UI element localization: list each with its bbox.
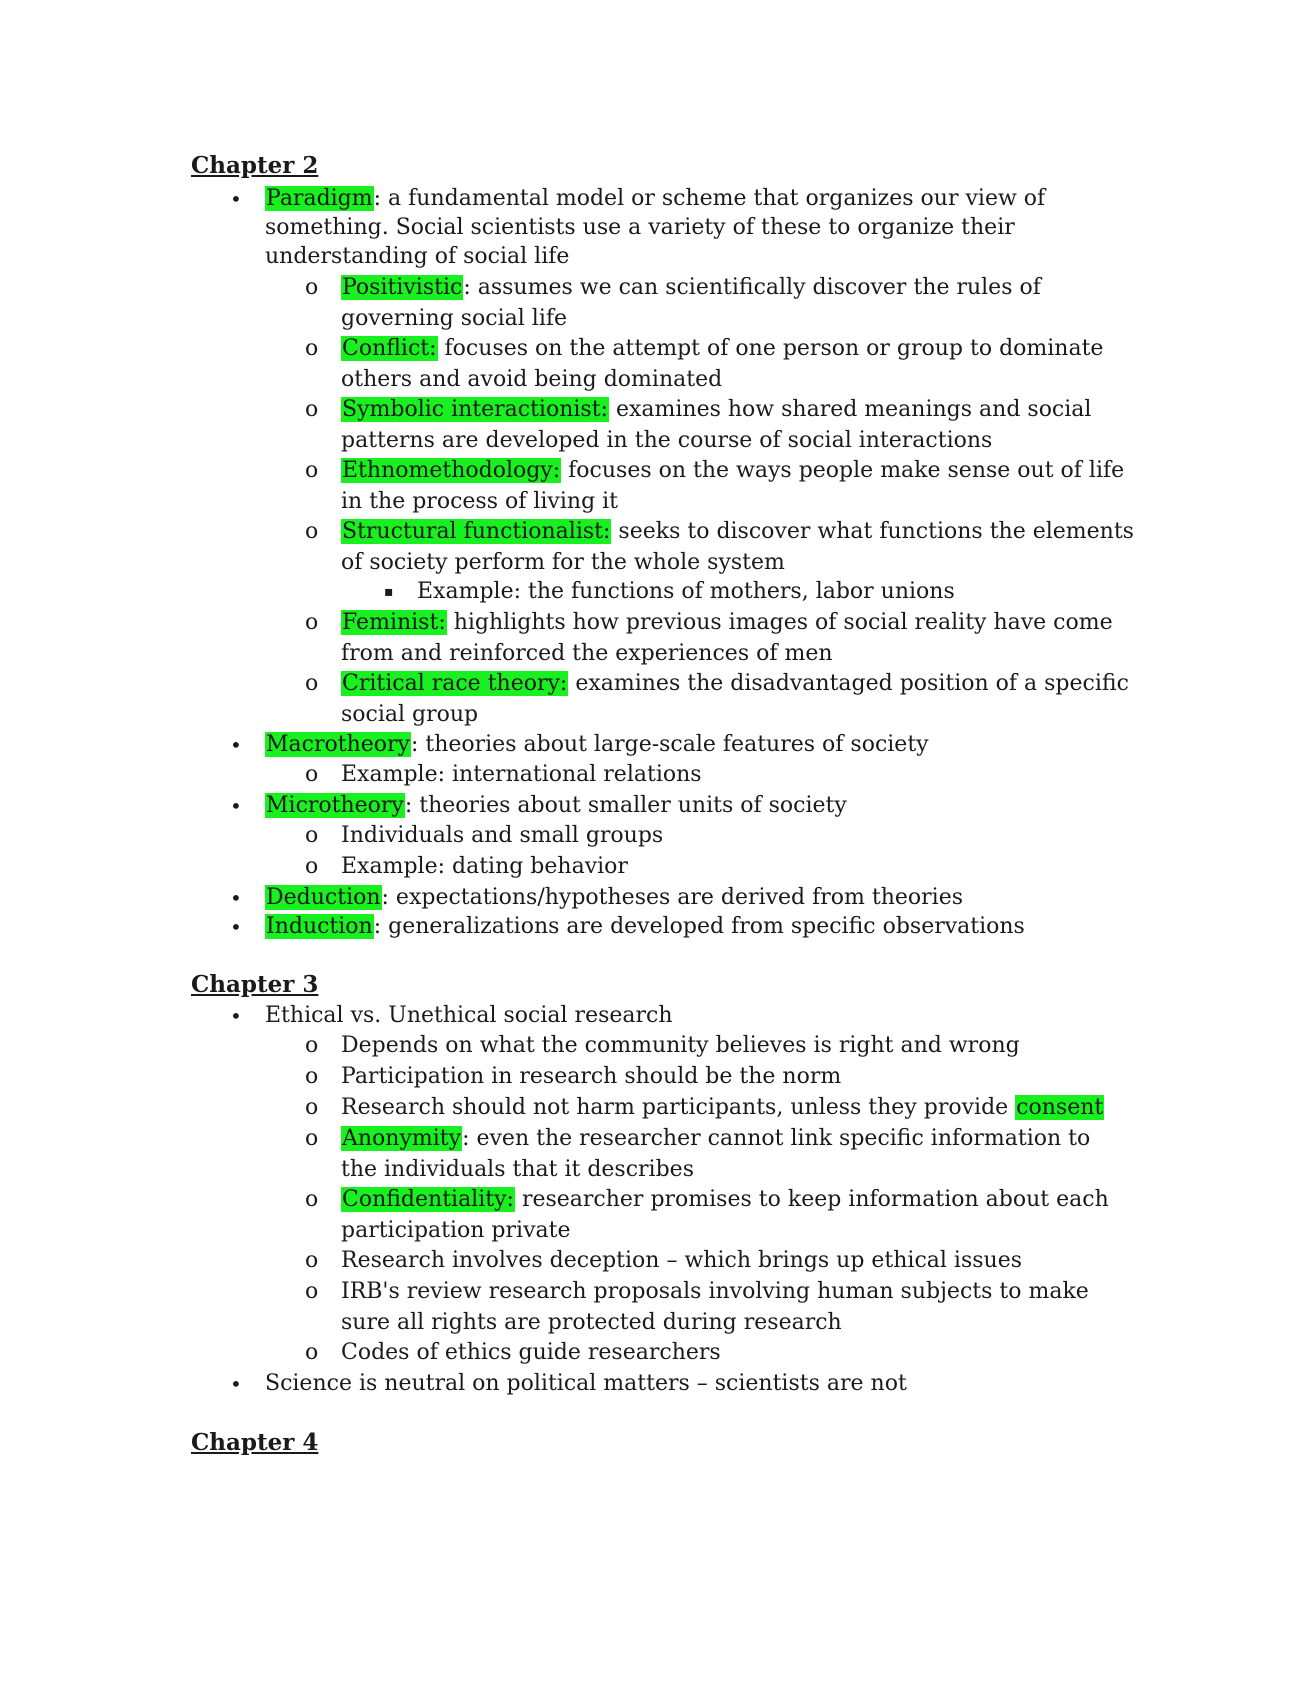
circle-marker: o [305, 1187, 319, 1212]
circle-marker: o [305, 397, 319, 422]
confidentiality-line-2: participation private [341, 1218, 571, 1243]
conflict-line-2: others and avoid being dominated [341, 367, 723, 392]
bullet-marker: • [230, 1372, 242, 1396]
term-microtheory: Microtheory [266, 793, 404, 818]
feminist-line-1: Feminist: highlights how previous images of social reality have come [342, 610, 1113, 635]
depends-line: Depends on what the community believes is right and wrong [341, 1033, 1020, 1058]
term-anonymity: Anonymity [342, 1126, 462, 1151]
participation-line: Participation in research should be the norm [341, 1064, 842, 1089]
symbolic-line-2: patterns are developed in the course of social interactions [341, 428, 993, 453]
harm-line: Research should not harm participants, unless they provide consent [341, 1095, 1104, 1120]
circle-marker: o [305, 671, 319, 696]
science-line: Science is neutral on political matters – scientists are not [265, 1371, 907, 1396]
term-deduction: Deduction [266, 885, 381, 910]
bullet-marker: • [230, 886, 242, 910]
macrotheory-example: Example: international relations [341, 762, 702, 787]
microtheory-sub-2: Example: dating behavior [341, 854, 628, 879]
circle-marker: o [305, 854, 319, 879]
crt-line-2: social group [341, 702, 479, 727]
ethno-line-1: Ethnomethodology: focuses on the ways people make sense out of life [342, 458, 1125, 483]
circle-marker: o [305, 1126, 319, 1151]
structural-example: Example: the functions of mothers, labor unions [417, 579, 955, 604]
bullet-marker: • [230, 1004, 242, 1028]
term-ethnomethodology: Ethnomethodology: [342, 458, 561, 483]
structural-line-1: Structural functionalist: seeks to discover what functions the elements [342, 519, 1134, 544]
anonymity-line-1: Anonymity: even the researcher cannot link specific information to [342, 1126, 1091, 1151]
chapter-3-heading: Chapter 3 [191, 971, 319, 998]
confidentiality-line-1: Confidentiality: researcher promises to keep information about each [342, 1187, 1109, 1212]
deception-line: Research involves deception – which brings up ethical issues [341, 1248, 1023, 1273]
circle-marker: o [305, 1340, 319, 1365]
bullet-marker: • [230, 733, 242, 757]
induction-line: Induction: generalizations are developed from specific observations [266, 914, 1025, 939]
chapter-2-heading: Chapter 2 [191, 152, 319, 179]
positivistic-line-1: Positivistic: assumes we can scientifically discover the rules of [342, 275, 1041, 300]
chapter-4-heading: Chapter 4 [191, 1429, 319, 1456]
term-critical-race-theory: Critical race theory: [342, 671, 568, 696]
circle-marker: o [305, 762, 319, 787]
conflict-line-1: Conflict: focuses on the attempt of one person or group to dominate [342, 336, 1104, 361]
circle-marker: o [305, 458, 319, 483]
structural-line-2: of society perform for the whole system [341, 550, 785, 575]
circle-marker: o [305, 336, 319, 361]
term-positivistic: Positivistic [342, 275, 463, 300]
paradigm-line-2: something. Social scientists use a variety of these to organize their [265, 215, 1015, 240]
macrotheory-line: Macrotheory: theories about large-scale features of society [266, 732, 929, 757]
term-macrotheory: Macrotheory [266, 732, 410, 757]
crt-line-1: Critical race theory: examines the disadvantaged position of a specific [342, 671, 1129, 696]
circle-marker: o [305, 1279, 319, 1304]
microtheory-line: Microtheory: theories about smaller units of society [266, 793, 847, 818]
circle-marker: o [305, 275, 319, 300]
term-feminist: Feminist: [342, 610, 446, 635]
term-induction: Induction [266, 914, 373, 939]
paradigm-line-1: Paradigm: a fundamental model or scheme that organizes our view of [266, 186, 1046, 211]
irb-line-2: sure all rights are protected during research [341, 1310, 842, 1335]
square-marker: ▪ [384, 584, 394, 600]
deduction-line: Deduction: expectations/hypotheses are derived from theories [266, 885, 964, 910]
circle-marker: o [305, 1095, 319, 1120]
circle-marker: o [305, 519, 319, 544]
ethno-line-2: in the process of living it [341, 489, 619, 514]
codes-line: Codes of ethics guide researchers [341, 1340, 721, 1365]
irb-line-1: IRB's review research proposals involving human subjects to make [341, 1279, 1089, 1304]
term-conflict: Conflict: [342, 336, 437, 361]
paradigm-line-3: understanding of social life [265, 244, 570, 269]
anonymity-line-2: the individuals that it describes [341, 1157, 694, 1182]
circle-marker: o [305, 1033, 319, 1058]
microtheory-sub-1: Individuals and small groups [341, 823, 664, 848]
term-symbolic-interactionist: Symbolic interactionist: [342, 397, 608, 422]
term-consent: consent [1016, 1095, 1104, 1120]
circle-marker: o [305, 823, 319, 848]
positivistic-line-2: governing social life [341, 306, 568, 331]
term-structural-functionalist: Structural functionalist: [342, 519, 611, 544]
term-paradigm: Paradigm [266, 186, 373, 211]
circle-marker: o [305, 1064, 319, 1089]
circle-marker: o [305, 610, 319, 635]
feminist-line-2: from and reinforced the experiences of men [341, 641, 833, 666]
circle-marker: o [305, 1248, 319, 1273]
bullet-marker: • [230, 794, 242, 818]
bullet-marker: • [230, 187, 242, 211]
symbolic-line-1: Symbolic interactionist: examines how shared meanings and social [342, 397, 1092, 422]
bullet-marker: • [230, 915, 242, 939]
ethical-line: Ethical vs. Unethical social research [265, 1003, 673, 1028]
term-confidentiality: Confidentiality: [342, 1187, 514, 1212]
